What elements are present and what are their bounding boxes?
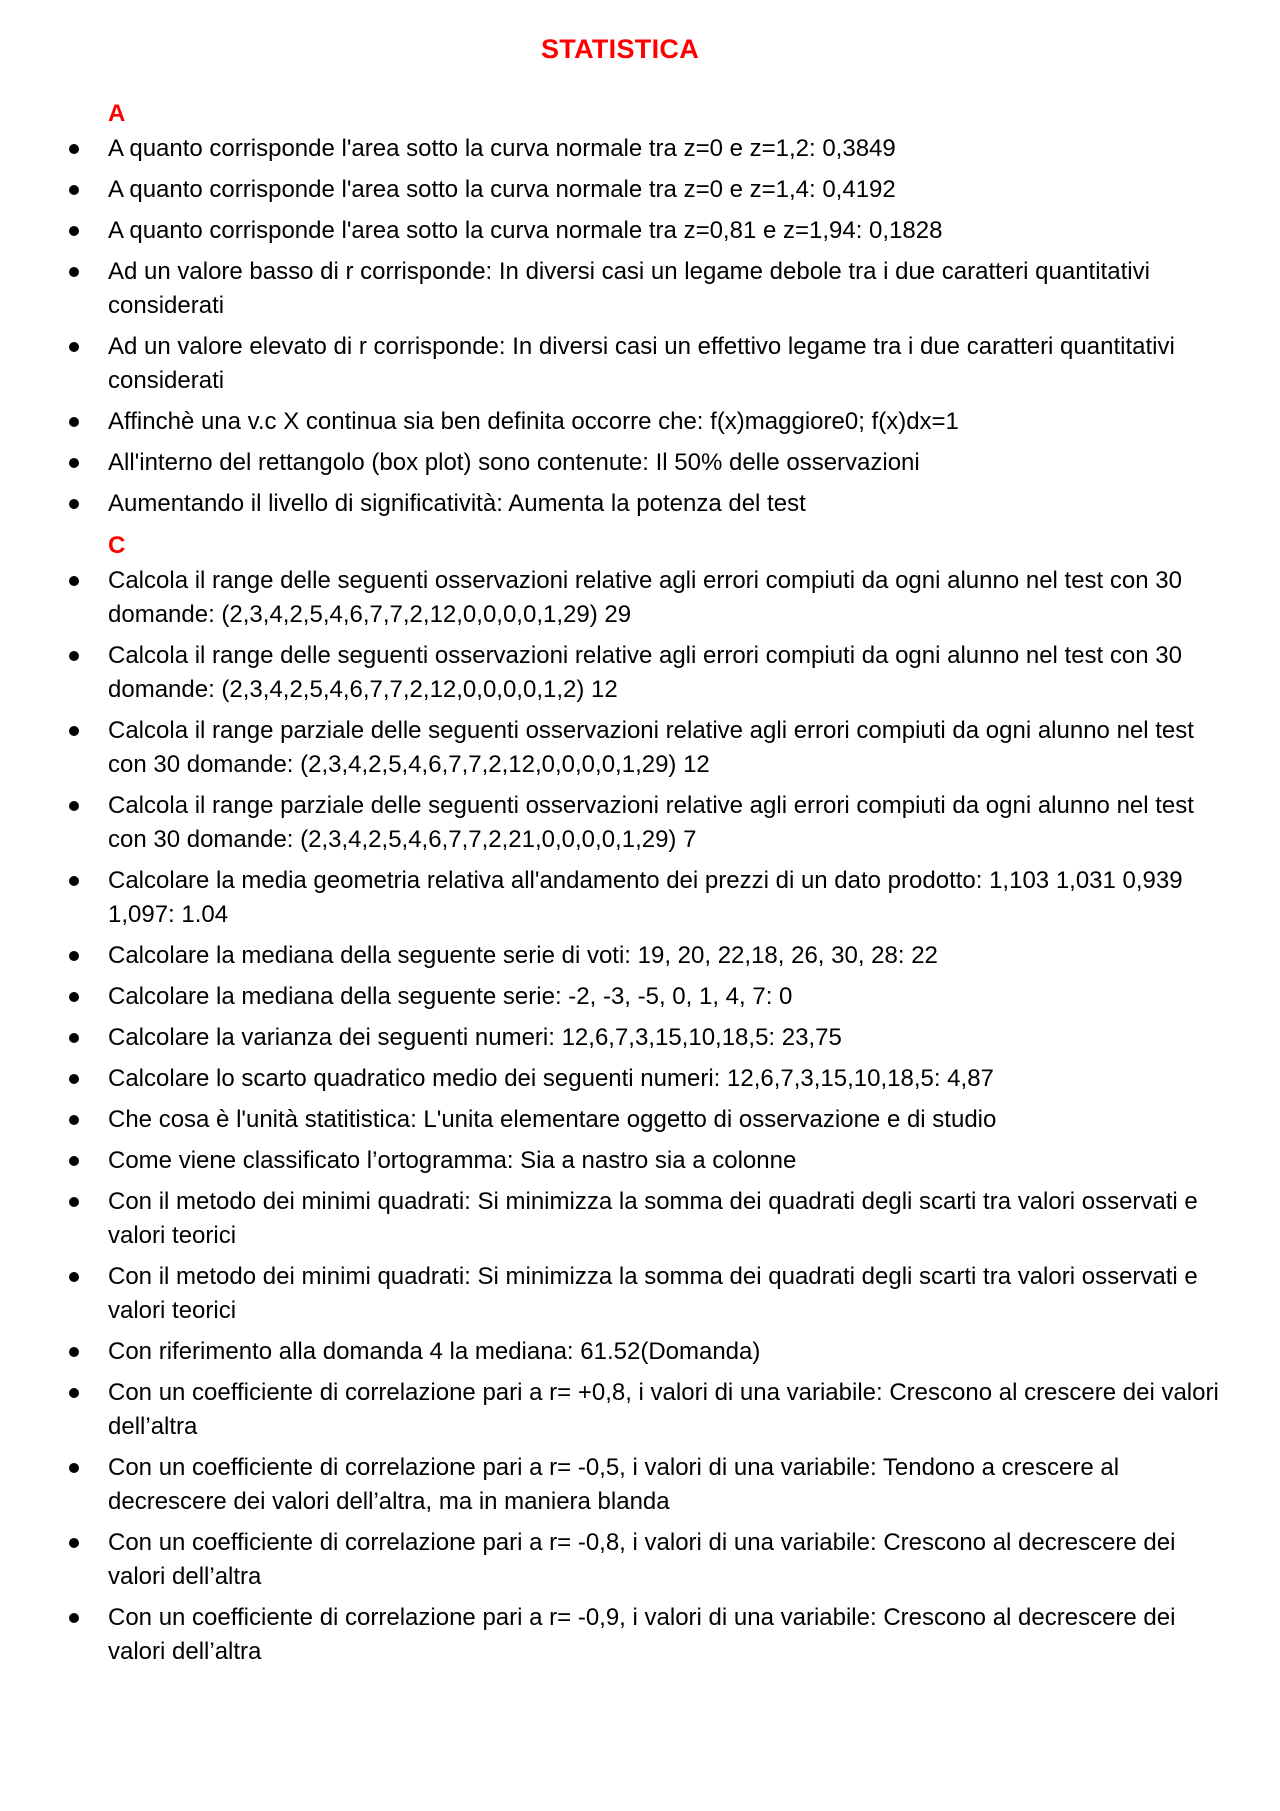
list-item [0, 132, 1248, 166]
list-item-text: Calcola il range delle seguenti osservazioni relative agli errori compiuti da ogni alunno nel test con 30 domande: (2,3,4,2,5,4,6,7,7,2,12,0,0,0,0,1,2) 12 [108, 642, 1182, 703]
list-item [0, 1103, 1248, 1137]
bullet-icon [69, 267, 79, 277]
list-item [0, 1062, 1248, 1096]
bullet-icon [69, 417, 79, 427]
list-item [0, 1451, 1248, 1519]
list-item [0, 1260, 1248, 1328]
list-item [0, 1601, 1248, 1669]
list-item [0, 1335, 1248, 1369]
list-item-text: Con un coefficiente di correlazione pari a r= -0,9, i valori di una variabile: Crescono al decrescere dei valori dell’altra [108, 1604, 1176, 1665]
bullet-icon [69, 1272, 79, 1282]
list-item [0, 173, 1248, 207]
list-item [0, 714, 1248, 782]
bullet-icon [69, 651, 79, 661]
bullet-icon [69, 801, 79, 811]
list-item-text: Calcola il range delle seguenti osservazioni relative agli errori compiuti da ogni alunno nel test con 30 domande: (2,3,4,2,5,4,6,7,7,2,12,0,0,0,0,1,29) 29 [108, 567, 1182, 628]
bullet-icon [69, 1388, 79, 1398]
document-title: STATISTICA [541, 34, 699, 64]
list-item-text: Aumentando il livello di significatività: Aumenta la potenza del test [108, 490, 806, 517]
list-item [0, 564, 1248, 632]
list-item [0, 330, 1248, 398]
list-item-text: Come viene classificato l’ortogramma: Sia a nastro sia a colonne [108, 1147, 797, 1174]
list-item-text: Con un coefficiente di correlazione pari a r= -0,5, i valori di una variabile: Tendono a crescere al decrescere dei valori dell’altra, ma in maniera blanda [108, 1454, 1120, 1515]
bullet-icon [69, 951, 79, 961]
list-item [0, 255, 1248, 323]
bullet-icon [69, 458, 79, 468]
list-item [0, 487, 1248, 521]
list-item [0, 1376, 1248, 1444]
question-list [0, 564, 1280, 1669]
bullet-icon [69, 1156, 79, 1166]
list-item-text: Calcolare lo scarto quadratico medio dei seguenti numeri: 12,6,7,3,15,10,18,5: 4,87 [108, 1065, 994, 1092]
list-item [0, 639, 1248, 707]
list-item-text: Calcola il range parziale delle seguenti osservazioni relative agli errori compiuti da ogni alunno nel test con 30 domande: (2,3,4,2,5,4,6,7,7,2,12,0,0,0,0,1,29) 12 [108, 717, 1194, 778]
bullet-icon [69, 185, 79, 195]
bullet-icon [69, 342, 79, 352]
list-item [0, 864, 1248, 932]
list-item-text: Calcolare la media geometria relativa all'andamento dei prezzi di un dato prodotto: 1,103 1,031 0,939 1,097: 1.04 [108, 867, 1183, 928]
list-item [0, 1021, 1248, 1055]
bullet-icon [69, 1613, 79, 1623]
list-item-text: A quanto corrisponde l'area sotto la curva normale tra z=0,81 e z=1,94: 0,1828 [108, 217, 943, 244]
bullet-icon [69, 1463, 79, 1473]
question-list [0, 132, 1280, 521]
list-item [0, 1144, 1248, 1178]
list-item-text: All'interno del rettangolo (box plot) sono contenute: Il 50% delle osservazioni [108, 449, 920, 476]
bullet-icon [69, 726, 79, 736]
list-item [0, 980, 1248, 1014]
list-item-text: A quanto corrisponde l'area sotto la curva normale tra z=0 e z=1,4: 0,4192 [108, 176, 896, 203]
list-item-text: Con il metodo dei minimi quadrati: Si minimizza la somma dei quadrati degli scarti tra valori osservati e valori teorici [108, 1188, 1198, 1249]
bullet-icon [69, 1197, 79, 1207]
list-item [0, 1526, 1248, 1594]
bullet-icon [69, 876, 79, 886]
bullet-icon [69, 992, 79, 1002]
bullet-icon [69, 1115, 79, 1125]
list-item-text: Affinchè una v.c X continua sia ben definita occorre che: f(x)maggiore0; f(x)dx=1 [108, 408, 959, 435]
bullet-icon [69, 499, 79, 509]
list-item-text: Calcolare la mediana della seguente serie di voti: 19, 20, 22,18, 26, 30, 28: 22 [108, 942, 938, 969]
section-letter: C [108, 532, 126, 559]
list-item [0, 1185, 1248, 1253]
bullet-icon [69, 226, 79, 236]
section-letter: A [108, 100, 126, 127]
section-c [0, 528, 1280, 1669]
bullet-icon [69, 576, 79, 586]
list-item [0, 446, 1248, 480]
list-item [0, 789, 1248, 857]
list-item-text: Calcolare la mediana della seguente serie: -2, -3, -5, 0, 1, 4, 7: 0 [108, 983, 793, 1010]
list-item-text: Calcolare la varianza dei seguenti numeri: 12,6,7,3,15,10,18,5: 23,75 [108, 1024, 842, 1051]
list-item [0, 939, 1248, 973]
bullet-icon [69, 1033, 79, 1043]
sections-container [0, 96, 1280, 1676]
list-item-text: Con un coefficiente di correlazione pari a r= +0,8, i valori di una variabile: Crescono al crescere dei valori dell’altra [108, 1379, 1219, 1440]
list-item-text: Con riferimento alla domanda 4 la mediana: 61.52(Domanda) [108, 1338, 761, 1365]
list-item-text: Con il metodo dei minimi quadrati: Si minimizza la somma dei quadrati degli scarti tra valori osservati e valori teorici [108, 1263, 1198, 1324]
list-item-text: Con un coefficiente di correlazione pari a r= -0,8, i valori di una variabile: Crescono al decrescere dei valori dell’altra [108, 1529, 1176, 1590]
bullet-icon [69, 1538, 79, 1548]
list-item-text: Ad un valore elevato di r corrisponde: In diversi casi un effettivo legame tra i due caratteri quantitativi considerati [108, 333, 1175, 394]
bullet-icon [69, 1347, 79, 1357]
list-item [0, 214, 1248, 248]
bullet-icon [69, 1074, 79, 1084]
list-item-text: Che cosa è l'unità statitistica: L'unita elementare oggetto di osservazione e di studio [108, 1106, 997, 1133]
list-item [0, 405, 1248, 439]
list-item-text: Calcola il range parziale delle seguenti osservazioni relative agli errori compiuti da ogni alunno nel test con 30 domande: (2,3,4,2,5,4,6,7,7,2,21,0,0,0,0,1,29) 7 [108, 792, 1194, 853]
bullet-icon [69, 144, 79, 154]
list-item-text: A quanto corrisponde l'area sotto la curva normale tra z=0 e z=1,2: 0,3849 [108, 135, 896, 162]
section-a [0, 96, 1280, 521]
list-item-text: Ad un valore basso di r corrisponde: In diversi casi un legame debole tra i due caratteri quantitativi considerati [108, 258, 1150, 319]
